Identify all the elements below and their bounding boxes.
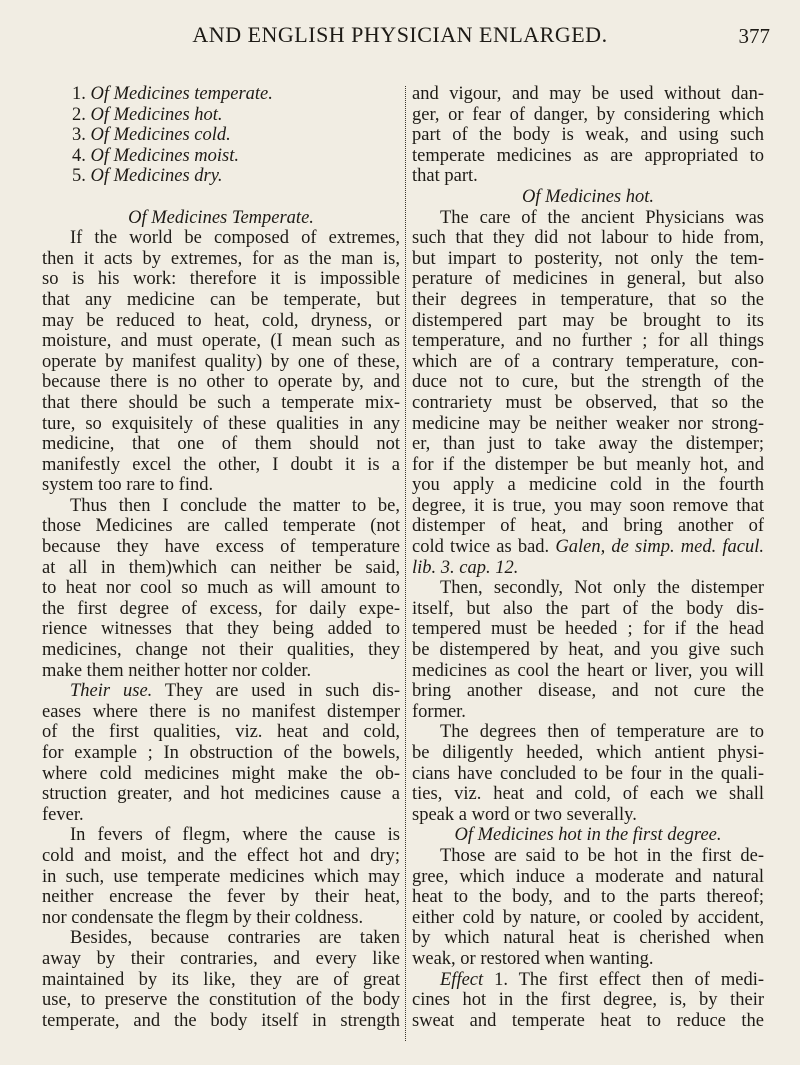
left-column [42, 84, 400, 1031]
page-header [0, 14, 800, 54]
text-line: bring another disease, and not cure the [412, 681, 764, 702]
text-line: because there is no other to operate by, and [42, 372, 400, 393]
text-line: Thus then I conclude the matter to be, [70, 495, 400, 516]
text-line: because they have excess of temperature [42, 537, 400, 558]
text-line: 4. Of Medicines moist. [72, 145, 239, 166]
text-line: Of Medicines hot in the first degree. [454, 825, 722, 846]
text-line: that any medicine can be temperate, but [42, 289, 400, 310]
text-line: and vigour, and may be used without dan- [412, 84, 764, 104]
text-line: Effect 1. The first effect then of medi- [440, 969, 764, 990]
text-line: such that they did not labour to hide from, [412, 228, 764, 249]
text-line: cians have concluded to be four in the quali- [412, 763, 764, 784]
text-line: part of the body is weak, and using such [412, 125, 764, 146]
text-line: then it acts by extremes, for as the man is, [42, 248, 400, 269]
text-line: be distempered by heat, and you give such [412, 640, 764, 661]
text-line: distemper of heat, and bring another of [412, 516, 764, 537]
text-line: fever. [42, 804, 84, 825]
text-line: Of Medicines Temperate. [128, 207, 314, 228]
text-line [42, 187, 400, 208]
text-line: The care of the ancient Physicians was [440, 207, 764, 228]
text-line: for example ; In obstruction of the bowels, [42, 743, 400, 763]
text-line: duce not to cure, but the strength of the [412, 372, 764, 393]
text-line: so is his work: therefore it is impossible [42, 269, 400, 290]
text-line: be diligently heeded, which antient physi- [412, 743, 764, 763]
text-line: Then, secondly, Not only the distemper [440, 578, 764, 599]
text-line: If the world be composed of extremes, [70, 228, 400, 249]
text-line: sweat and temperate heat to reduce the [412, 1010, 764, 1031]
text-line: temperature, and no further ; for all things [412, 331, 764, 352]
text-line: those Medicines are called temperate (not [42, 516, 400, 537]
right-column [412, 84, 764, 1031]
text-line: Of Medicines hot. [521, 186, 655, 207]
text-line: 1. Of Medicines temperate. [72, 84, 273, 104]
text-line: rience witnesses that they being added to [42, 619, 400, 640]
text-line: ture, so exquisitely of these qualities in any [42, 413, 400, 434]
text-line: Those are said to be hot in the first de- [440, 845, 764, 866]
running-head: AND ENGLISH PHYSICIAN ENLARGED. [192, 22, 608, 47]
text-line: degree, it is true, you may soon remove that [412, 495, 764, 516]
text-line: 2. Of Medicines hot. [72, 104, 223, 125]
text-line: cines hot in the first degree, is, by their [412, 990, 764, 1011]
text-line: Besides, because contraries are taken [70, 928, 400, 949]
text-line: struction greater, and hot medicines cause a [42, 784, 400, 805]
text-line: nor condensate the flegm by their coldness. [42, 907, 364, 928]
text-line: distempered part may be brought to its [412, 310, 764, 331]
text-line: away by their contraries, and every like [42, 948, 400, 969]
text-line: itself, but also the part of the body dis- [412, 598, 764, 619]
text-line: operate by manifest quality) by one of these, [42, 351, 400, 372]
text-line: lib. 3. cap. 12. [412, 557, 519, 578]
text-line: at all in them)which can neither be said, [42, 557, 400, 578]
text-line: moisture, and must operate, (I mean such as [42, 331, 400, 352]
text-line: cold and moist, and the effect hot and dry; [42, 845, 400, 866]
text-line: contrariety must be observed, that so the [412, 392, 764, 413]
text-line: heat to the body, and to the parts thereof; [412, 887, 764, 908]
text-line: weak, or restored when wanting. [412, 948, 654, 969]
text-line: the first degree of excess, for daily expe- [42, 598, 400, 619]
text-line: system too rare to find. [42, 475, 214, 496]
text-line: in such, use temperate medicines which may [42, 866, 400, 887]
text-line: cold twice as bad. Galen, de simp. med. facul. [412, 537, 764, 558]
text-line: neither encrease the fever by their heat, [42, 887, 400, 908]
text-line: where cold medicines might make the ob- [42, 763, 400, 784]
text-line: ger, or fear of danger, by considering which [412, 104, 764, 125]
text-line: medicine, that one of them should not [42, 434, 400, 455]
text-line: temperate, and the body itself in strength [42, 1010, 400, 1031]
text-line: tempered must be heeded ; for if the head [412, 619, 764, 640]
text-line: The degrees then of temperature are to [440, 722, 764, 743]
text-line: their degrees in temperature, that so the [412, 289, 764, 310]
text-line: make them neither hotter nor colder. [42, 660, 312, 681]
text-line: you apply a medicine cold in the fourth [412, 475, 764, 496]
text-line: temperate medicines as are appropriated to [412, 145, 764, 166]
text-line: may be reduced to heat, cold, dryness, or [42, 310, 400, 331]
text-line: manifestly excel the other, I doubt it is a [42, 454, 400, 475]
text-line: of the first qualities, viz. heat and cold, [42, 722, 400, 743]
text-line: Their use. They are used in such dis- [70, 681, 400, 702]
text-line: medicines as cool the heart or liver, you will [412, 660, 764, 681]
text-line: to heat nor cool so much as will amount to [42, 578, 400, 599]
text-line: er, than just to take away the distemper; [412, 434, 764, 455]
text-line: that part. [412, 166, 478, 187]
text-line: use, to preserve the constitution of the body [42, 990, 400, 1011]
text-line: maintained by its like, they are of great [42, 969, 400, 990]
text-line: for if the distemper be but meanly hot, and [412, 454, 764, 475]
text-line: medicines, change not their qualities, they [42, 640, 400, 661]
text-line: medicine may be neither weaker nor strong- [412, 413, 764, 434]
text-line: perature of medicines in general, but also [412, 269, 764, 290]
text-line: by which natural heat is cherished when [412, 928, 764, 949]
text-line: speak a word or two severally. [412, 804, 637, 825]
text-line: which are of a contrary temperature, con- [412, 351, 764, 372]
text-line: In fevers of flegm, where the cause is [70, 825, 400, 846]
page-number: 377 [738, 24, 770, 48]
text-line: eases where there is no manifest distemper [42, 701, 400, 722]
text-line: but impart to posterity, not only the tem- [412, 248, 764, 269]
text-line: 3. Of Medicines cold. [72, 125, 231, 146]
text-line: either cold by nature, or cooled by accident, [412, 907, 764, 928]
text-line: ties, viz. heat and cold, of each we shall [412, 784, 764, 805]
text-line: 5. Of Medicines dry. [72, 166, 223, 187]
text-line: that there should be such a temperate mix- [42, 392, 400, 413]
text-line: gree, which induce a moderate and natural [412, 866, 764, 887]
column-divider [405, 86, 406, 1041]
text-line: former. [412, 701, 466, 722]
